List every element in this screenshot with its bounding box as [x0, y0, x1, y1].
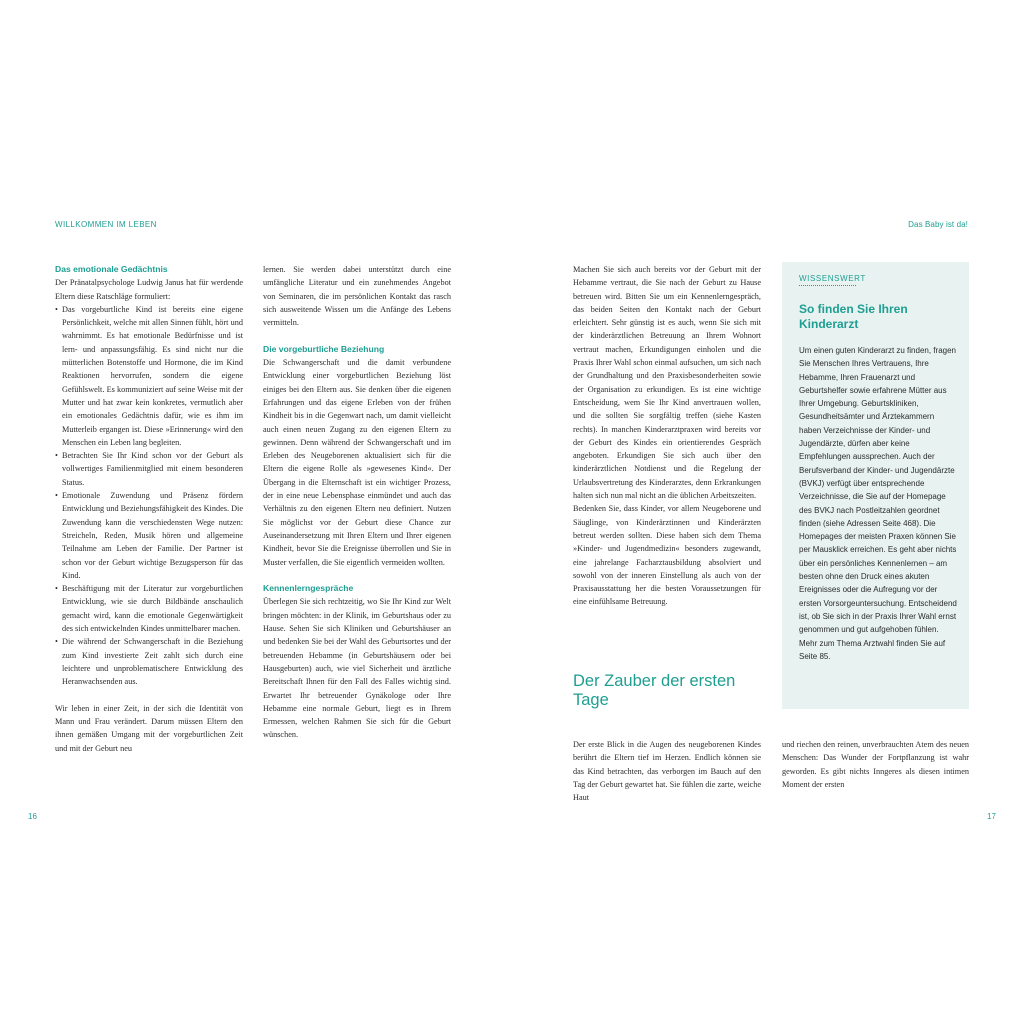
section-heading-introductory-talks: Kennenlerngespräche: [263, 583, 354, 594]
list-item: • Das vorgeburtliche Kind ist bereits eine eigene Persönlichkeit, welche mit allen Sinnen fühlt, hört und wahrnimmt. Es hat emotionale Bedürfnisse und ist lern- und anpassungsfähig. Es sind nicht nur die mütterlichen Botenstoffe und Hormone, die im Kind Reaktionen hervorrufen, sondern die eigene Gefühlswelt. Es kommuniziert auf seine Weise mit der Mutter und hat zwar kein konkretes, vermutlich aber ein emotionales Gedächtnis dafür, wie es ihm im Mutterleib ergangen ist. Diese »Erinnerung« wird den Menschen ein Leben lang begleiten.: [55, 303, 243, 449]
col2-paragraph-2: Die Schwangerschaft und die damit verbundene Entwicklung einer vorgeburtlichen Beziehung löst einiges bei den Eltern aus. Sie denken über die eigenen Erfahrungen und das eigene Erleben von der frühen Kindheit bis in die Gegenwart nach, um damit vielleicht auch einen neuen Zugang zu den eigenen Eltern zu gewinnen. Denn während der Schwangerschaft und im Erleben des Neugeborenen aktualisiert sich für die Eltern die eigene Rolle als »gewesenes Kind«. Der Übergang in die Elternschaft ist ein wichtiger Prozess, der in eine neue Lebensphase einmündet und auch das Verhältnis zu den eigenen Eltern neu definiert. Nutzen Sie möglichst vor der Geburt diese Chance zur Auseinandersetzung mit Ihren Eltern und Ihrer eigenen Kindheit, bevor Sie die Ereignisse überrollen und Sie in Muster verfallen, die Sie eigentlich vermeiden wollten.: [263, 358, 451, 567]
chapter-title-block: [573, 672, 761, 710]
list-item: • Emotionale Zuwendung und Präsenz fördern Entwicklung und Beziehungsfähigkeit des Kindes. Die Zuwendung kann die verschiedensten Wege nutzen: Streicheln, Reden, Musik hören und allgemeine Teilnahme am Leben der Familie. Der Partner ist schon vor der Geburt wichtige Bezugsperson für das Kind.: [55, 489, 243, 582]
column-3-lower: [573, 738, 761, 804]
column-1: [55, 263, 243, 755]
running-header-left: WILLKOMMEN IM LEBEN: [55, 220, 157, 229]
col1-intro: Der Pränatalpsychologe Ludwig Janus hat für werdende Eltern diese Ratschläge formuliert:: [55, 278, 243, 301]
section-heading-prenatal-relationship: Die vorgeburtliche Beziehung: [263, 343, 385, 354]
dotted-divider: [799, 285, 856, 286]
info-box-body: Um einen guten Kinderarzt zu finden, fragen Sie Menschen Ihres Vertrauens, Ihre Hebamme, Ihren Frauenarzt und Geburtshelfer sowie erfahrene Mütter aus Ihrer Umgebung. Geburtskliniken, Gesundheitsämter und Ärztekammern haben Verzeichnisse der Kinder- und Jugendärzte, dürfen aber keine Empfehlungen aussprechen. Auch der Berufsverband der Kinder- und Jugendärzte (BVKJ) verfügt über entsprechende Verzeichnisse, die Sie auf der Homepage des BVKJ nach Postleitzahlen geordnet finden (siehe Adressen Seite 468). Die Homepages der meisten Praxen können Sie per Mausklick erreichen. Es geht aber nichts über ein persönliches Kennenlernen – am besten ohne den Druck eines akuten Ereignisses oder die Aufregung vor der ersten Vorsorgeuntersuchung. Entscheidend ist, ob Sie sich in der Praxis Ihrer Wahl ernst genommen und gut aufgehoben fühlen. Mehr zum Thema Arztwahl finden Sie auf Seite 85.: [799, 346, 957, 661]
column-3: [573, 263, 761, 609]
col2-paragraph-1: lernen. Sie werden dabei unterstützt durch eine umfängliche Literatur und ein zunehmendes Angebot von Seminaren, die im persönlichen Kontakt das rasch sich ausweitende Wissen um die Anfänge des Lebens vermitteln.: [263, 265, 451, 328]
col3-paragraph-2: Bedenken Sie, dass Kinder, vor allem Neugeborene und Säuglinge, von Kinderärztinnen und Kinderärzten betreut werden sollten. Diese haben sich dem Thema »Kinder- und Jugendmedizin« besonders zugewandt, eine jahrelange Facharztausbildung absolviert und sowohl von der inneren Einstellung als auch von der Praxisausstattung her die besten Voraussetzungen für eine einfühlsame Betreuung.: [573, 504, 761, 607]
info-box-label: WISSENSWERT: [799, 274, 866, 283]
col3-paragraph-1: Machen Sie sich auch bereits vor der Geburt mit der Hebamme vertraut, die Sie nach der Geburt zu Hause betreuen wird. Bitten Sie um ein Kennenlerngespräch, das beiden Seiten den Kontakt nach der Geburt erleichtert. Sehr günstig ist es auch, wenn Sie sich mit der kinderärztlichen Betreuung an Ihrem Wohnort vertraut machen, Erkundigungen einholen und die Praxis Ihrer Wahl schon einmal aufsuchen, um sich nach der Grundhaltung und den Praxisbesonderheiten sowie der Organisation zu erkundigen. Es ist eine wichtige Entscheidung, wem Sie Ihr Kind anvertrauen wollen, und die sollten Sie sorgfältig treffen (siehe Kasten rechts). In manchen Kinderarztpraxen wird bereits vor der Geburt des Kindes ein orientierendes Gespräch angeboten. Erkundigen Sie sich auch über den kinderärztlichen Notdienst und die Regelung der Urlaubsvertretung des Kinderarztes, denn Erkrankungen halten sich nun mal nicht an die üblichen Arbeitszeiten.: [573, 265, 761, 501]
page-number-left: 16: [28, 812, 37, 821]
col3-paragraph-3: Der erste Blick in die Augen des neugeborenen Kindes berührt die Eltern tief im Herzen. Endlich können sie das Kind betrachten, das verborgen im Bauch auf den Tag der Geburt gewartet hat. Sie fühlen die zarte, weiche Haut: [573, 740, 761, 803]
list-item: • Betrachten Sie Ihr Kind schon vor der Geburt als vollwertiges Familienmitglied mit einem besonderen Status.: [55, 449, 243, 489]
list-item: • Beschäftigung mit der Literatur zur vorgeburtlichen Entwicklung, wie sie durch Bildbände anschaulich gemacht wird, kann die emotionale Gegenwärtigkeit des sich entwickelnden Kindes unmittelbarer machen.: [55, 582, 243, 635]
col2-paragraph-3: Überlegen Sie sich rechtzeitig, wo Sie Ihr Kind zur Welt bringen möchten: in der Klinik, im Geburtshaus oder zu Hause. Sehen Sie sich Kliniken und Geburtshäuser an und bedenken Sie bei der Wahl des Geburtsortes und der betreuenden Hebamme (in Geburtshäusern oder bei Hausgeburten) auch, wie viel Sicherheit und ärztliche Bereitschaft Ihnen für den Fall des Falles wichtig sind. Erwartet Ihr betreuender Gynäkologe oder Ihre Hebamme eine normale Geburt, liegt es in Ihrem Ermessen, welchen Rahmen Sie sich für die Geburt wünschen.: [263, 597, 451, 740]
col4-paragraph-1: und riechen den reinen, unverbrauchten Atem des neuen Menschen: Das Wunder der Fortpflanzung ist wahr geworden. Es gibt nichts Inngeres als diesen intimen Moment der ersten: [782, 740, 969, 789]
list-item: • Die während der Schwangerschaft in die Beziehung zum Kind investierte Zeit zahlt sich durch eine leichtere und unproblematischere Entwicklung des Heranwachsenden aus.: [55, 635, 243, 688]
column-4-lower: [782, 738, 969, 791]
chapter-title: Der Zauber der ersten Tage: [573, 672, 736, 709]
info-box-title: So finden Sie Ihren Kinderarzt: [799, 302, 908, 331]
running-header-right: Das Baby ist da!: [908, 220, 968, 229]
column-2: [263, 263, 451, 742]
page-number-right: 17: [987, 812, 996, 821]
col1-outro: Wir leben in einer Zeit, in der sich die Identität von Mann und Frau verändert. Darum müssen Eltern den ihnen gemäßen Umgang mit der vorgeburtlichen Zeit und mit der Geburt neu: [55, 703, 243, 753]
section-heading-emotional-memory: Das emotionale Gedächtnis: [55, 264, 168, 274]
info-box: [782, 262, 969, 709]
advice-list: [55, 303, 243, 689]
